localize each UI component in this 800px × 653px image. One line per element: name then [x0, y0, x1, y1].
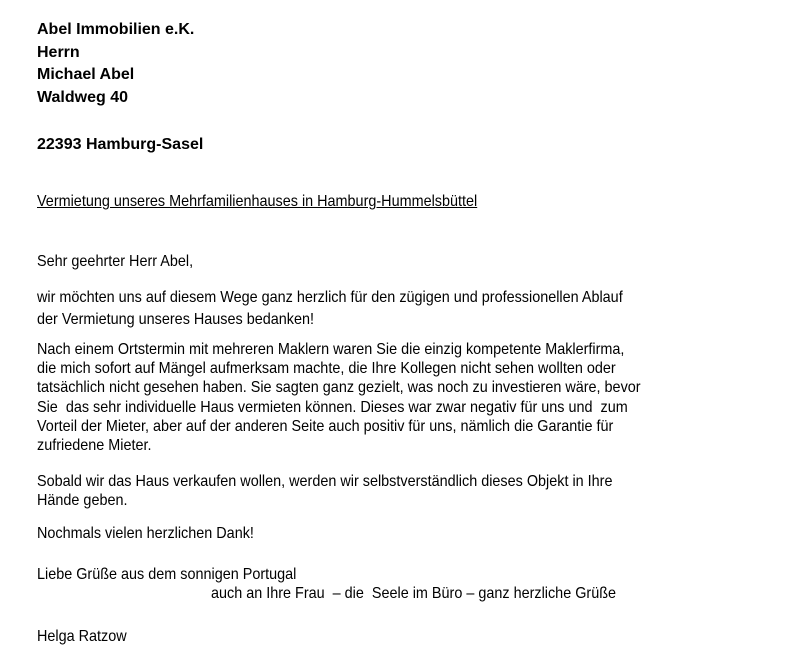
paragraph-line: die mich sofort auf Mängel aufmerksam machte, die Ihre Kollegen nicht sehen wollten oder [37, 360, 616, 377]
paragraph-line: Sobald wir das Haus verkaufen wollen, werden wir selbstverständlich dieses Objekt in Ihre [37, 473, 613, 490]
recipient-city: 22393 Hamburg-Sasel [37, 136, 204, 153]
recipient-name: Michael Abel [37, 66, 135, 83]
paragraph-line: Nochmals vielen herzlichen Dank! [37, 525, 254, 542]
paragraph-line: tatsächlich nicht gesehen haben. Sie sagten ganz gezielt, was noch zu investieren wäre, bevor [37, 379, 641, 396]
closing-extra: auch an Ihre Frau – die Seele im Büro – ganz herzliche Grüße [211, 585, 617, 602]
recipient-salutation: Herrn [37, 44, 80, 61]
paragraph-line: Vorteil der Mieter, aber auf der anderen Seite auch positiv für uns, nämlich die Garantie für [37, 418, 614, 435]
subject-line: Vermietung unseres Mehrfamilienhauses in Hamburg-Hummelsbüttel [37, 193, 478, 210]
closing: Liebe Grüße aus dem sonnigen Portugal [37, 566, 297, 583]
paragraph-line: Nach einem Ortstermin mit mehreren Maklern waren Sie die einzig kompetente Maklerfirma, [37, 341, 625, 358]
signature: Helga Ratzow [37, 628, 127, 645]
paragraph-line: Hände geben. [37, 492, 128, 509]
recipient-company: Abel Immobilien e.K. [37, 21, 195, 38]
recipient-street: Waldweg 40 [37, 89, 128, 106]
paragraph-line: zufriedene Mieter. [37, 437, 152, 454]
paragraph-line: wir möchten uns auf diesem Wege ganz herzlich für den zügigen und professionellen Ablauf [37, 289, 623, 306]
paragraph-line: der Vermietung unseres Hauses bedanken! [37, 311, 314, 328]
paragraph-line: Sie das sehr individuelle Haus vermieten können. Dieses war zwar negativ für uns und zum [37, 399, 628, 416]
greeting: Sehr geehrter Herr Abel, [37, 253, 194, 270]
